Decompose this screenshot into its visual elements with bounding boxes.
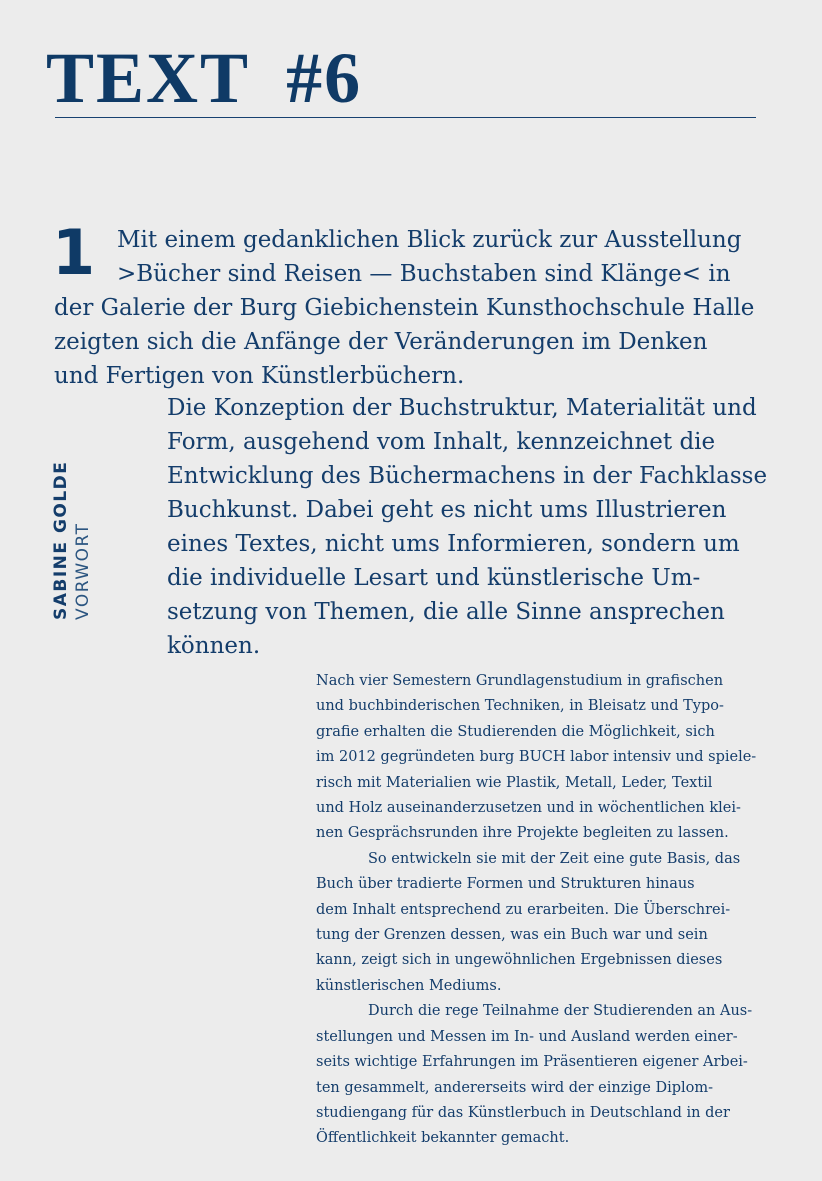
body-line: im 2012 gegründeten burg BUCH labor intensiv und spiele- (316, 749, 757, 766)
body-line: und buchbinderischen Techniken, in Bleisatz und Typo- (316, 698, 724, 715)
second-line: setzung von Themen, die alle Sinne ansprechen (167, 599, 725, 625)
body-line: stellungen und Messen im In- und Ausland werden einer- (316, 1028, 738, 1045)
body-line: Öffentlichkeit bekannter gemacht. (316, 1130, 570, 1147)
title-word: TEXT (46, 38, 251, 118)
second-line: können. (167, 633, 261, 659)
title-rule (55, 117, 756, 118)
body-line: dem Inhalt entsprechend zu erarbeiten. Die Überschrei- (316, 901, 731, 918)
sidebar-label (50, 461, 94, 620)
body-line: Durch die rege Teilnahme der Studierenden an Aus- (368, 1003, 753, 1020)
title-number: #6 (286, 38, 363, 118)
lead-line: >Bücher sind Reisen — Buchstaben sind Klänge< in (117, 261, 731, 287)
second-line: Die Konzeption der Buchstruktur, Materialität und (167, 395, 757, 421)
body-text (316, 669, 786, 1152)
body-line: und Holz auseinanderzusetzen und in wöchentlichen klei- (316, 800, 741, 817)
second-line: eines Textes, nicht ums Informieren, sondern um (167, 531, 740, 557)
body-line: Nach vier Semestern Grundlagenstudium in grafischen (316, 673, 724, 689)
section-name: VORWORT (73, 522, 93, 620)
author-name: SABINE GOLDE (51, 460, 71, 620)
lead-line: der Galerie der Burg Giebichenstein Kunsthochschule Halle (54, 295, 755, 321)
body-line: grafie erhalten die Studierenden die Möglichkeit, sich (316, 723, 715, 740)
second-paragraph (167, 391, 787, 663)
body-line: Buch über tradierte Formen und Strukturen hinaus (316, 876, 695, 893)
lead-paragraph (54, 223, 784, 393)
body-line: kann, zeigt sich in ungewöhnlichen Ergebnissen dieses (316, 952, 723, 969)
section-numeral: 1 (52, 216, 96, 289)
second-line: Entwicklung des Büchermachens in der Fachklasse (167, 463, 768, 489)
second-line: die individuelle Lesart und künstlerische Um- (167, 565, 701, 591)
body-line: tung der Grenzen dessen, was ein Buch war und sein (316, 927, 708, 944)
page-title (46, 38, 362, 118)
second-line: Form, ausgehend vom Inhalt, kennzeichnet die (167, 429, 716, 455)
body-line: nen Gesprächsrunden ihre Projekte begleiten zu lassen. (316, 825, 729, 842)
lead-line: Mit einem gedanklichen Blick zurück zur Ausstellung (117, 227, 742, 253)
second-line: Buchkunst. Dabei geht es nicht ums Illustrieren (167, 497, 727, 523)
body-line: ten gesammelt, andererseits wird der einzige Diplom- (316, 1079, 714, 1096)
body-line: seits wichtige Erfahrungen im Präsentieren eigener Arbei- (316, 1054, 748, 1071)
body-line: risch mit Materialien wie Plastik, Metall, Leder, Textil (316, 774, 713, 791)
lead-line: zeigten sich die Anfänge der Veränderungen im Denken (54, 329, 708, 355)
body-line: So entwickeln sie mit der Zeit eine gute Basis, das (368, 850, 741, 867)
body-line: studiengang für das Künstlerbuch in Deutschland in der (316, 1104, 730, 1121)
lead-line: und Fertigen von Künstlerbüchern. (54, 363, 465, 389)
body-line: künstlerischen Mediums. (316, 977, 502, 994)
